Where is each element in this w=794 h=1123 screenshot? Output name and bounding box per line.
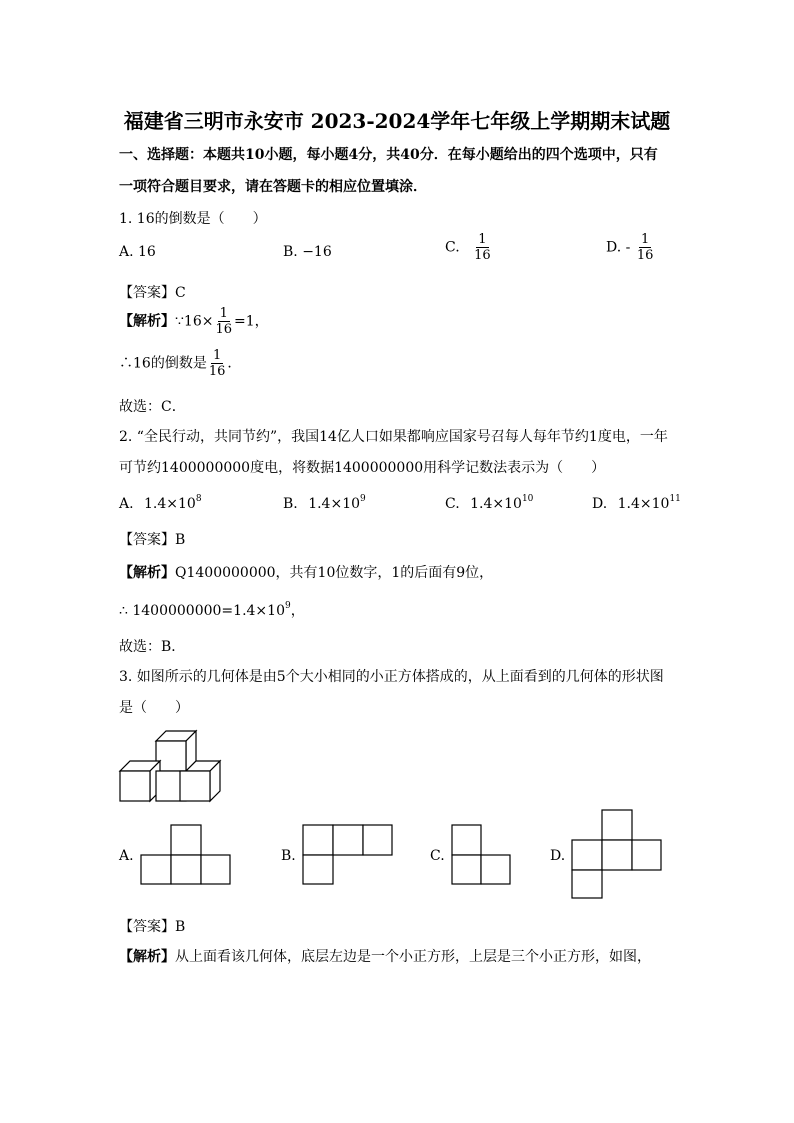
option-exponent: 8: [195, 494, 202, 504]
grid-square: [602, 840, 632, 870]
q3-option-b-figure: [303, 824, 393, 884]
q2-explanation-line1: [119, 562, 493, 582]
option-label: D.: [592, 496, 608, 512]
exp-text: ，: [290, 603, 305, 619]
q3-stem-line2: 是（ ）: [119, 700, 189, 716]
grid-square: [171, 855, 201, 884]
page-title: 福建省三明市永安市 2023-2024学年七年级上学期期末试题: [123, 109, 671, 133]
q2-stem-line2: 可节约1400000000度电，将数据1400000000用科学记数法表示为（ ）: [119, 460, 606, 476]
fraction-denominator: 16: [636, 248, 654, 263]
option-base: 1.4×10: [144, 496, 196, 512]
q1-answer: 【答案】C: [119, 285, 186, 301]
exp-text: ．: [227, 355, 242, 372]
option-label: A.: [119, 496, 134, 512]
option-base: 1.4×10: [617, 496, 670, 512]
q2-option-c: [445, 494, 533, 512]
q3-option-d-label: D.: [550, 848, 566, 864]
q1-explanation-line1: [119, 306, 269, 337]
grid-square: [303, 855, 333, 884]
q3-option-c-label: C.: [430, 848, 445, 864]
fraction-denominator: 16: [215, 322, 232, 337]
q2-choose: 故选：B．: [119, 639, 186, 655]
option-base: 1.4×10: [308, 496, 361, 512]
exp-text: ∴ 1400000000=1.4×10: [119, 603, 285, 619]
grid-square: [201, 855, 230, 884]
q3-stem-line1: 3. 如图所示的几何体是由5个大小相同的小正方体搭成的，从上面看到的几何体的形状图: [119, 669, 664, 685]
explanation-label: 【解析】: [119, 949, 175, 965]
fraction-numerator: 1: [219, 306, 228, 321]
explanation-label: 【解析】: [119, 313, 175, 330]
q1-option-d: [606, 232, 655, 263]
exp-text: ∴16的倒数是: [119, 355, 207, 372]
q2-stem-line1: 2. “全民行动，共同节约”，我国14亿人口如果都响应国家号召每人每年节约1度电，一年: [119, 429, 668, 445]
option-base: 1.4×10: [470, 496, 522, 512]
q1-option-c: [445, 232, 493, 263]
q1-option-a: A. 16: [119, 244, 156, 260]
option-label: C.: [445, 496, 460, 512]
grid-square: [452, 855, 481, 884]
grid-square: [303, 825, 333, 855]
grid-square: [632, 840, 661, 870]
exp-fraction: [207, 348, 228, 379]
exp-text: Q1400000000，共有10位数字，1的后面有9位，: [175, 565, 494, 581]
grid-square: [481, 855, 510, 884]
grid-square: [572, 840, 602, 870]
q3-answer: 【答案】B: [119, 919, 186, 935]
exp-text: 从上面看该几何体，底层左边是一个小正方形，上层是三个小正方形，如图，: [175, 949, 651, 965]
cube-front-face: [120, 771, 150, 801]
q2-answer: 【答案】B: [119, 532, 186, 548]
q3-option-d-figure: [572, 809, 662, 899]
exp-exponent: 9: [284, 601, 291, 611]
fraction-denominator: 16: [474, 248, 491, 263]
grid-square: [572, 870, 602, 898]
q1-option-d-label: D. -: [606, 239, 631, 256]
q3-option-c-figure: [451, 824, 511, 884]
grid-square: [141, 855, 171, 884]
q1-option-c-label: C.: [445, 239, 460, 256]
grid-square: [363, 825, 392, 855]
q1-option-c-fraction: [472, 232, 493, 263]
q1-stem: 1. 16的倒数是（ ）: [119, 211, 267, 227]
explanation-label: 【解析】: [119, 565, 175, 581]
q2-option-b: [283, 494, 366, 512]
q1-option-d-fraction: [635, 232, 656, 263]
q3-cube-figure: [118, 723, 222, 800]
grid-square: [333, 825, 363, 855]
fraction-numerator: 1: [478, 232, 487, 247]
option-exponent: 11: [669, 494, 681, 504]
section-header-line1: 一、选择题：本题共10小题，每小题4分，共40分．在每小题给出的四个选项中，只有: [119, 147, 658, 163]
exp-text: ∵16×: [175, 313, 214, 330]
grid-square: [452, 825, 481, 855]
q3-option-a-figure: [141, 824, 231, 884]
grid-square: [171, 825, 201, 855]
fraction-numerator: 1: [640, 232, 650, 247]
q1-option-b: B. −16: [283, 244, 332, 260]
option-label: B.: [283, 496, 298, 512]
q2-option-a: [119, 494, 202, 512]
q2-option-d: [592, 494, 681, 512]
exp-text: =1，: [234, 313, 269, 330]
option-exponent: 10: [521, 494, 534, 504]
q3-option-a-label: A.: [119, 848, 134, 864]
exp-fraction: [213, 306, 234, 337]
section-header-line2: 一项符合题目要求，请在答题卡的相应位置填涂．: [119, 179, 427, 195]
q3-option-b-label: B.: [281, 848, 296, 864]
q2-explanation-line2: [119, 600, 305, 620]
q1-choose: 故选：C．: [119, 399, 186, 415]
q3-explanation-line1: [119, 946, 651, 966]
q1-explanation-line2: [119, 348, 241, 379]
fraction-denominator: 16: [208, 364, 226, 379]
option-exponent: 9: [360, 494, 366, 504]
grid-square: [602, 810, 632, 840]
fraction-numerator: 1: [212, 348, 222, 363]
cube-front-face: [180, 771, 210, 801]
